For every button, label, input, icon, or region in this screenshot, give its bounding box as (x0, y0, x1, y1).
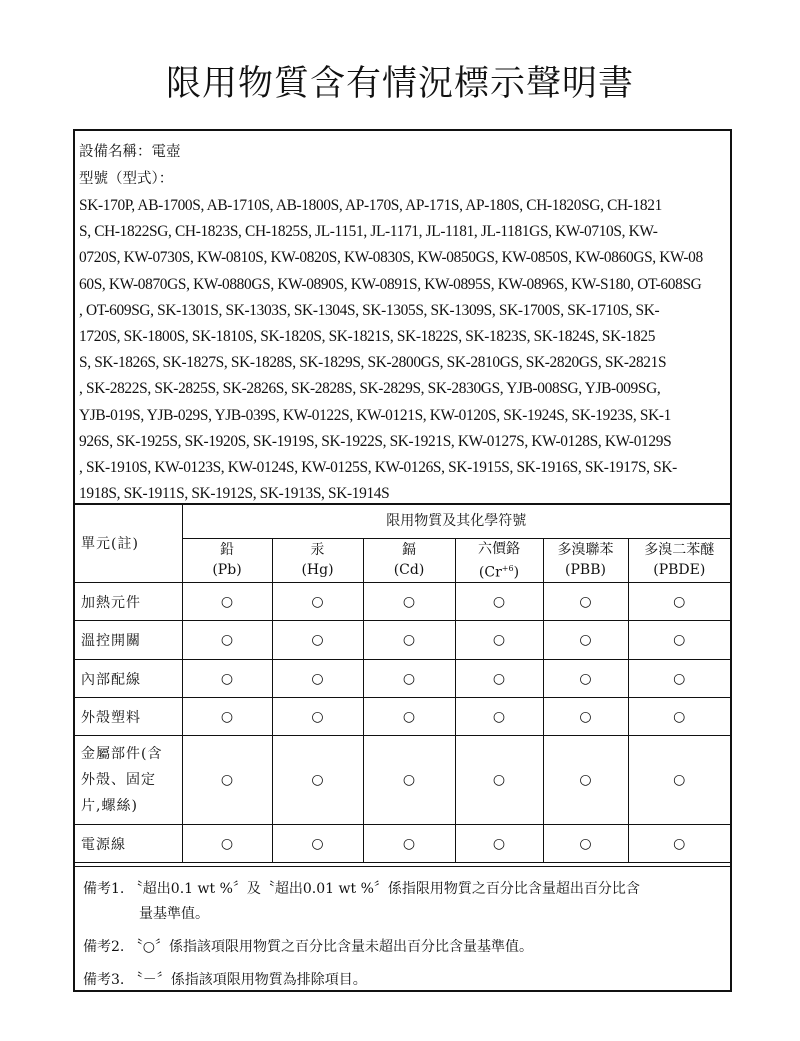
model-line: YJB-019S, YJB-029S, YJB-039S, KW-0122S, KW-0121S, KW-0120S, SK-1924S, SK-1923S, SK-1 (79, 406, 671, 424)
value-cell: ○ (455, 825, 543, 863)
model-line: 1720S, SK-1800S, SK-1810S, SK-1820S, SK-1821S, SK-1822S, SK-1823S, SK-1824S, SK-1825 (79, 328, 656, 346)
value-cell: ○ (363, 825, 455, 863)
table-row (75, 825, 730, 863)
model-line: 60S, KW-0870GS, KW-0880GS, KW-0890S, KW-0891S, KW-0895S, KW-0896S, KW-S180, OT-608SG (79, 275, 702, 293)
model-line: , OT-609SG, SK-1301S, SK-1303S, SK-1304S, SK-1305S, SK-1309S, SK-1700S, SK-1710S, SK- (79, 301, 660, 319)
table-row (75, 698, 730, 736)
substance-symbol: (PBB) (565, 562, 606, 579)
model-line: S, CH-1822SG, CH-1823S, CH-1825S, JL-1151, JL-1171, JL-1181, JL-1181GS, KW-0710S, KW- (79, 223, 658, 241)
unit-line: 金屬部件(含 (81, 746, 163, 763)
value-cell: ○ (543, 736, 628, 825)
value-cell: ○ (628, 825, 730, 863)
value-cell: ○ (272, 621, 363, 660)
substance-name: 汞 (310, 542, 325, 559)
value-cell: ○ (272, 583, 363, 621)
value-cell: ○ (543, 698, 628, 736)
value-cell: ○ (543, 825, 628, 863)
model-line: 0720S, KW-0730S, KW-0810S, KW-0820S, KW-0830S, KW-0850GS, KW-0850S, KW-0860GS, KW-08 (79, 249, 703, 267)
value-cell: ○ (272, 660, 363, 698)
substance-symbol: (Cd) (393, 562, 425, 579)
value-cell: ○ (363, 736, 455, 825)
value-cell: ○ (455, 698, 543, 736)
model-line: 926S, SK-1925S, SK-1920S, SK-1919S, SK-1922S, SK-1921S, KW-0127S, KW-0128S, KW-0129S (79, 432, 672, 450)
substance-header-pbde (628, 538, 730, 583)
unit-cell: 加熱元件 (75, 583, 182, 621)
value-cell: ○ (543, 621, 628, 660)
unit-cell: 電源線 (75, 825, 182, 863)
value-cell: ○ (628, 698, 730, 736)
substance-header-lead (182, 538, 272, 583)
value-cell: ○ (272, 698, 363, 736)
value-cell: ○ (455, 621, 543, 660)
value-cell: ○ (628, 736, 730, 825)
value-cell: ○ (363, 698, 455, 736)
declaration-frame (73, 129, 732, 992)
equipment-info-section (75, 131, 730, 505)
value-cell: ○ (455, 736, 543, 825)
value-cell: ○ (182, 660, 272, 698)
value-cell: ○ (182, 825, 272, 863)
value-cell: ○ (543, 583, 628, 621)
value-cell: ○ (363, 660, 455, 698)
remark-3: 備考3. 〝－〞係指該項限用物質為排除項目。 (83, 972, 367, 988)
unit-cell: 內部配線 (75, 660, 182, 698)
unit-line: 外殼、固定 (81, 772, 156, 789)
substance-symbol: $(Cr^{+6})$ (478, 563, 520, 581)
remark-1 (83, 877, 726, 927)
substance-symbol: (PBDE) (653, 562, 706, 579)
table-row (75, 736, 730, 825)
value-cell: ○ (455, 660, 543, 698)
model-line: 1918S, SK-1911S, SK-1912S, SK-1913S, SK-1914S (79, 485, 390, 503)
value-cell: ○ (628, 583, 730, 621)
model-line: , SK-2822S, SK-2825S, SK-2826S, SK-2828S, SK-2829S, SK-2830GS, YJB-008SG, YJB-009SG, (79, 380, 661, 398)
substance-header-cadmium (363, 538, 455, 583)
substance-symbol: (Pb) (212, 562, 242, 579)
substance-name: 鎘 (402, 542, 416, 559)
value-cell: ○ (182, 736, 272, 825)
model-label: 型號（型式）： (79, 171, 174, 187)
value-cell: ○ (628, 660, 730, 698)
table-row (75, 621, 730, 660)
substance-group-header: 限用物質及其化學符號 (182, 503, 730, 538)
model-line: SK-170P, AB-1700S, AB-1710S, AB-1800S, AP-170S, AP-171S, AP-180S, CH-1820SG, CH-1821 (79, 197, 662, 214)
unit-cell (75, 736, 182, 825)
substance-symbol: (Hg) (301, 562, 334, 579)
remark-2: 備考2. 〝○〞係指該項限用物質之百分比含量未超出百分比含量基準值。 (83, 939, 534, 955)
document-title: 限用物質含有情況標示聲明書 (165, 64, 634, 104)
remark-1-line1: 備考1. 〝超出0.1 wt %〞及〝超出0.01 wt %〞係指限用物質之百分比含量超出百分比含 (83, 881, 640, 897)
substance-header-chromium (455, 538, 543, 583)
restricted-substance-table (75, 503, 730, 863)
remark-1-line2: 量基準值。 (139, 906, 209, 922)
value-cell: ○ (455, 583, 543, 621)
substance-header-mercury (272, 538, 363, 583)
value-cell: ○ (272, 825, 363, 863)
value-cell: ○ (628, 621, 730, 660)
substance-name: 鉛 (220, 542, 234, 559)
unit-line: 片,螺絲) (81, 798, 138, 815)
unit-header: 單元(註) (75, 503, 182, 583)
substance-name: 六價鉻 (478, 540, 520, 557)
model-line: , SK-1910S, KW-0123S, KW-0124S, KW-0125S, KW-0126S, SK-1915S, SK-1916S, SK-1917S, SK- (79, 459, 677, 477)
value-cell: ○ (182, 583, 272, 621)
value-cell: ○ (363, 583, 455, 621)
equipment-name: 設備名稱：電壺 (79, 144, 181, 160)
model-list (79, 193, 726, 507)
model-line: S, SK-1826S, SK-1827S, SK-1828S, SK-1829S, SK-2800GS, SK-2810GS, SK-2820GS, SK-2821S (79, 354, 667, 372)
value-cell: ○ (363, 621, 455, 660)
remarks-section (75, 866, 730, 993)
table-row (75, 660, 730, 698)
value-cell: ○ (182, 698, 272, 736)
substance-header-pbb (543, 538, 628, 583)
substance-name: 多溴聯苯 (557, 542, 614, 559)
substance-name: 多溴二苯醚 (644, 542, 715, 559)
value-cell: ○ (182, 621, 272, 660)
value-cell: ○ (543, 660, 628, 698)
value-cell: ○ (272, 736, 363, 825)
table-row (75, 583, 730, 621)
unit-cell: 溫控開關 (75, 621, 182, 660)
unit-cell: 外殼塑料 (75, 698, 182, 736)
